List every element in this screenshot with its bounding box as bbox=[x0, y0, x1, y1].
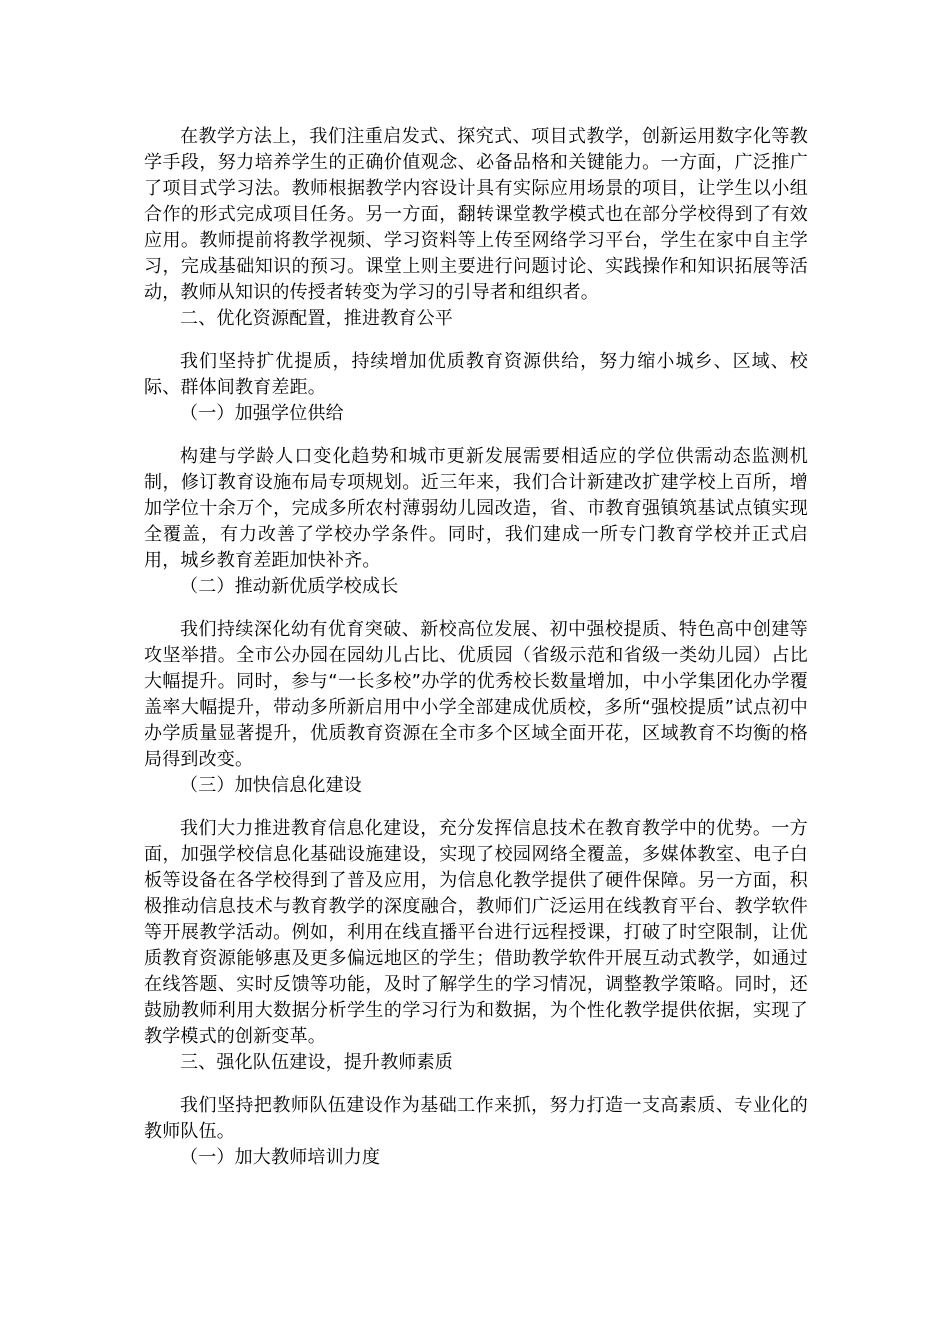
subsection-heading-school-places: （一）加强学位供给 bbox=[180, 403, 344, 424]
paragraph-quality-schools: 我们持续深化幼有优育突破、新校高位发展、初中强校提质、特色高中创建等攻坚举措。全市公办园在园幼儿占比、优质园（省级示范和省级一类幼儿园）占比大幅提升。同时，参与“一长多校”办学的优秀校长数量增加，中小学集团化办学覆盖率大幅提升，带动多所新启用中小学全部建成优质校，多所“强校提质”试点初中办学质量显著提升，优质教育资源在全市多个区域全面开花，区域教育不均衡的格局得到改变。 bbox=[144, 619, 808, 770]
section-heading-teacher-team: 三、强化队伍建设，提升教师素质 bbox=[180, 1052, 453, 1073]
paragraph-teacher-team-intro: 我们坚持把教师队伍建设作为基础工作来抓，努力打造一支高素质、专业化的教师队伍。 bbox=[144, 1095, 808, 1142]
paragraph-teaching-methods: 在教学方法上，我们注重启发式、探究式、项目式教学，创新运用数字化等教学手段，努力培养学生的正确价值观念、必备品格和关键能力。一方面，广泛推广了项目式学习法。教师根据教学内容设计具有实际应用场景的项目，让学生以小组合作的形式完成项目任务。另一方面，翻转课堂教学模式也在部分学校得到了有效应用。教师提前将教学视频、学习资料等上传至网络学习平台，学生在家中自主学习，完成基础知识的预习。课堂上则主要进行问题讨论、实践操作和知识拓展等活动，教师从知识的传授者转变为学习的引导者和组织者。 bbox=[144, 126, 808, 303]
subsection-heading-quality-schools: （二）推动新优质学校成长 bbox=[180, 576, 399, 597]
section-heading-resource-allocation: 二、优化资源配置，推进教育公平 bbox=[180, 308, 453, 329]
paragraph-resource-intro: 我们坚持扩优提质，持续增加优质教育资源供给，努力缩小城乡、区域、校际、群体间教育差距。 bbox=[144, 351, 808, 398]
subsection-heading-teacher-training: （一）加大教师培训力度 bbox=[180, 1147, 381, 1168]
subsection-heading-informatization: （三）加快信息化建设 bbox=[180, 775, 362, 796]
paragraph-informatization: 我们大力推进教育信息化建设，充分发挥信息技术在教育教学中的优势。一方面，加强学校信息化基础设施建设，实现了校园网络全覆盖，多媒体教室、电子白板等设备在各学校得到了普及应用，为信息化教学提供了硬件保障。另一方面，积极推动信息技术与教育教学的深度融合，教师们广泛运用在线教育平台、教学软件等开展教学活动。例如，利用在线直播平台进行远程授课，打破了时空限制，让优质教育资源能够惠及更多偏远地区的学生；借助教学软件开展互动式教学，如通过在线答题、实时反馈等功能，及时了解学生的学习情况，调整教学策略。同时，还鼓励教师利用大数据分析学生的学习行为和数据，为个性化教学提供依据，实现了教学模式的创新变革。 bbox=[144, 818, 808, 1047]
paragraph-school-places: 构建与学龄人口变化趋势和城市更新发展需要相适应的学位供需动态监测机制，修订教育设施布局专项规划。近三年来，我们合计新建改扩建学校上百所，增加学位十余万个，完成多所农村薄弱幼儿园改造，省、市教育强镇筑基试点镇实现全覆盖，有力改善了学校办学条件。同时，我们建成一所专门教育学校并正式启用，城乡教育差距加快补齐。 bbox=[144, 446, 808, 571]
